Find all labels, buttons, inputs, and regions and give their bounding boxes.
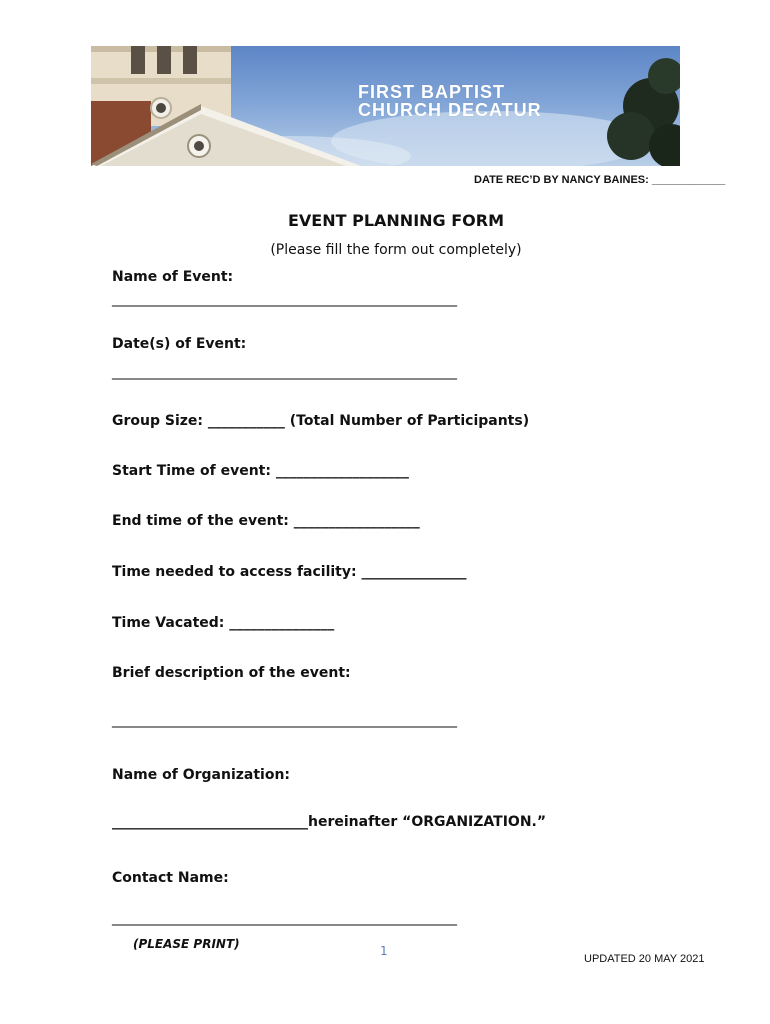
access-time-field: Time needed to access facility: _______________ xyxy=(112,564,467,580)
please-print-note: (PLEASE PRINT) xyxy=(133,937,240,951)
date-received-field: DATE REC’D BY NANCY BAINES: ____________ xyxy=(474,174,726,186)
updated-date: UPDATED 20 MAY 2021 xyxy=(584,953,705,965)
brief-description-line: _____________________________________________________ xyxy=(112,712,457,728)
name-of-event-line: _____________________________________________________ xyxy=(112,291,457,307)
name-of-event-label: Name of Event: xyxy=(112,269,234,285)
group-size-field: Group Size: ___________ (Total Number of Participants) xyxy=(112,413,530,429)
form-title: EVENT PLANNING FORM xyxy=(287,211,505,230)
form-subtitle: (Please fill the form out completely) xyxy=(270,242,522,258)
page-number: 1 xyxy=(380,944,388,958)
dates-of-event-label: Date(s) of Event: xyxy=(112,336,247,352)
start-time-field: Start Time of event: ___________________ xyxy=(112,463,409,479)
banner-title xyxy=(358,83,542,119)
contact-name-line: _____________________________________________________ xyxy=(112,910,457,926)
banner-line-2: CHURCH DECATUR xyxy=(358,100,542,120)
brief-description-label: Brief description of the event: xyxy=(112,665,351,681)
name-of-organization-label: Name of Organization: xyxy=(112,767,291,783)
time-vacated-field: Time Vacated: _______________ xyxy=(112,615,335,631)
end-time-field: End time of the event: __________________ xyxy=(112,513,420,529)
contact-name-label: Contact Name: xyxy=(112,870,229,886)
organization-line: ____________________________hereinafter “ORGANIZATION.” xyxy=(112,814,547,830)
banner-line-1: FIRST BAPTIST xyxy=(358,82,505,102)
church-banner-image xyxy=(91,46,680,166)
dates-of-event-line: _____________________________________________________ xyxy=(112,364,457,380)
